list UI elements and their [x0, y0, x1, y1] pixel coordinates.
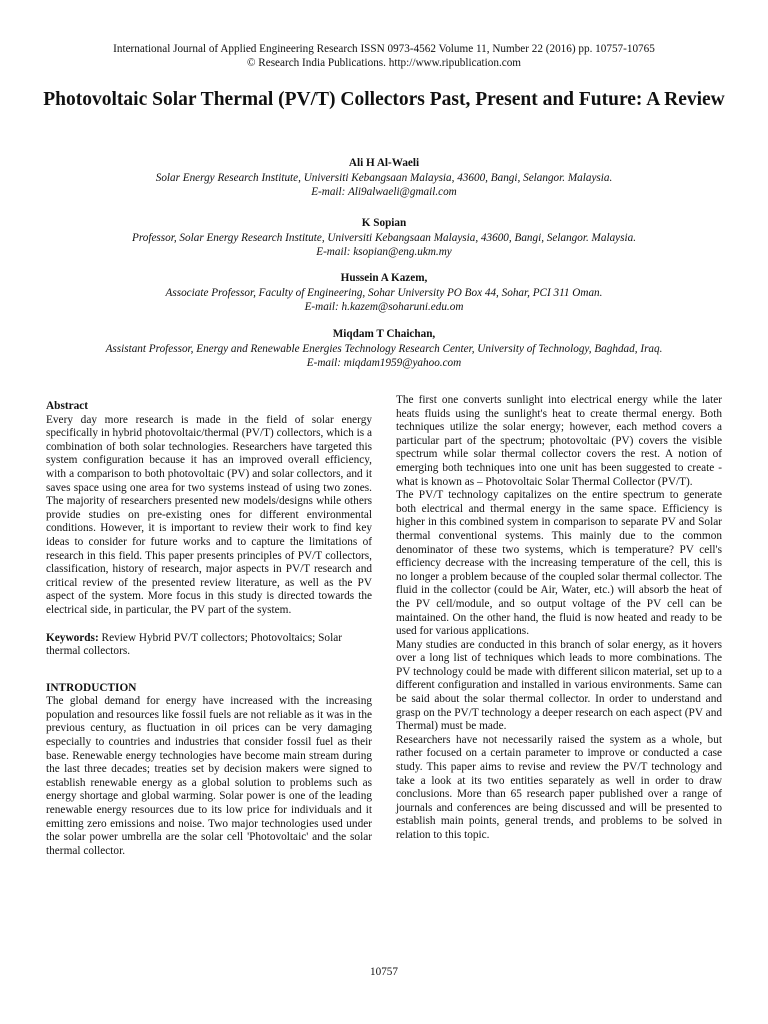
introduction-heading: INTRODUCTION [46, 681, 137, 694]
body-paragraph-2: The PV/T technology capitalizes on the entire spectrum to generate both electrical and thermal energy in the same space. Efficiency is higher in this combined system in comparison to separate PV and Solar thermal conventional systems. This mainly due to the common denominator of these two systems, which is temperature? PV cell's efficiency decrease with the increasing temperature of the cell, this is no longer a problem because of the coupled solar thermal collector. The fluid in the collector (could be Air, Water, etc.) will absorb the heat of the PV cell/module, and so output voltage of the PV cell can be maintained. On the other hand, the fluid is now heated and ready to be used for various applications. [396, 489, 722, 638]
author-affiliation: Associate Professor, Faculty of Engineering, Sohar University PO Box 44, Sohar, PCI 311 Oman. [165, 286, 603, 299]
author-name: K Sopian [361, 217, 407, 229]
body-paragraph-4: Researchers have not necessarily raised the system as a whole, but rather focused on a certain parameter to improve or conducted a case study. This paper aims to revise and review the PV/T technology and take a look at its two entities separately as well in order to draw conclusions. More than 65 research paper published over a range of journals and conferences are being discussed and will be presented to establish main points, general trends, and problems to be solved in relation to this topic. [396, 733, 722, 841]
author-block-4 [20, 327, 748, 371]
page-number: 10757 [370, 966, 398, 978]
keywords-label: Keywords: [46, 631, 99, 644]
author-affiliation: Solar Energy Research Institute, Universiti Kebangsaan Malaysia, 43600, Bangi, Selangor. Malaysia. [155, 171, 613, 184]
body-paragraph-1: The first one converts sunlight into electrical energy while the later heats fluids using the sunlight's heat to create thermal energy. Both techniques utilize the solar energy; however, each method covers a particular part of the spectrum; photovoltaic (PV) covers the visible spectrum while solar thermal collector covers the rest. A notion of emerging both techniques into one unit has been suggested to create -what is known as – Photovoltaic Solar Thermal Collector (PV/T). [396, 394, 722, 488]
body-paragraph-3: Many studies are conducted in this branch of solar energy, as it hovers over a long list of techniques which leads to more combinations. The PV technology could be made with different silicon material, set up to a different configuration and installed in various environments. Same can be said about the solar thermal collector. In order to understand and grasp on the PV/T technology a deeper research on each aspect (PV and Thermal) must be made. [396, 638, 722, 733]
author-name: Miqdam T Chaichan, [332, 328, 436, 340]
author-email: E-mail: ksopian@eng.ukm.my [316, 246, 452, 258]
keywords-text: Review Hybrid PV/T collectors; Photovoltaics; Solar thermal collectors. [46, 631, 342, 658]
journal-line: International Journal of Applied Engineering Research ISSN 0973-4562 Volume 11, Number 22 (2016) pp. 10757-10765 [113, 43, 655, 55]
right-column [396, 394, 722, 843]
author-block-3 [20, 271, 748, 315]
left-column [46, 394, 372, 858]
abstract-text: Every day more research is made in the field of solar energy specifically in hybrid photovoltaic/thermal (PV/T) collectors, which is a combination of both solar technologies. Researchers have targeted this system configuration because it has an improved overall efficiency, with a comparison to both photovoltaic (PV) and solar collectors, and it saves space using one area for two systems instead of using two zones. The majority of researchers presented new models/designs while others provide studies on pre-existing ones for different environmental conditions. However, it is important to review their work to find key ideas to consider for future works and to capture the limitations of research in this field. This paper presents principles of PV/T collectors, classification, history of research, major aspects in PV/T research and critical review of the presented review literature, as well as the PV aspect of the system. More focus in this study is directed towards the electrical side, in particular, the PV part of the system. [46, 413, 372, 616]
author-name: Ali H Al-Waeli [348, 157, 420, 169]
paper-title: Photovoltaic Solar Thermal (PV/T) Collectors Past, Present and Future: A Review [43, 89, 725, 110]
abstract-heading: Abstract [46, 400, 89, 412]
author-name: Hussein A Kazem, [340, 272, 428, 284]
author-email: E-mail: h.kazem@soharuni.edu.om [304, 301, 464, 313]
journal-header [0, 42, 768, 70]
keywords [46, 632, 372, 659]
author-affiliation: Professor, Solar Energy Research Institute, Universiti Kebangsaan Malaysia, 43600, Bangi, Selangor. Malaysia. [131, 231, 636, 244]
introduction-text: The global demand for energy have increased with the increasing population and resources like fossil fuels are not reliable as it was in the previous century, as fluctuation in oil prices can be very damaging especially to countries and industries that consider fossil fuel as their base. Renewable energy technologies have become main stream during the last three decades; treaties set by decision makers were signed to establish renewable energy as a global solution to problems such as energy shortage and global warming. Solar power is one of the leading renewable energy resources due to its low price for individuals and it emitting zero emissions and noise. Two major technologies used under the solar power umbrella are the solar cell 'Photovoltaic' and the solar thermal collector. [46, 695, 372, 857]
author-affiliation: Assistant Professor, Energy and Renewable Energies Technology Research Center, University of Technology, Baghdad, Iraq. [105, 342, 663, 355]
publisher-line: © Research India Publications. http://www.ripublication.com [246, 57, 522, 69]
author-block-2 [20, 216, 748, 260]
author-email: E-mail: miqdam1959@yahoo.com [306, 357, 462, 369]
author-block-1 [20, 156, 748, 200]
author-email: E-mail: Ali9alwaeli@gmail.com [311, 186, 457, 198]
